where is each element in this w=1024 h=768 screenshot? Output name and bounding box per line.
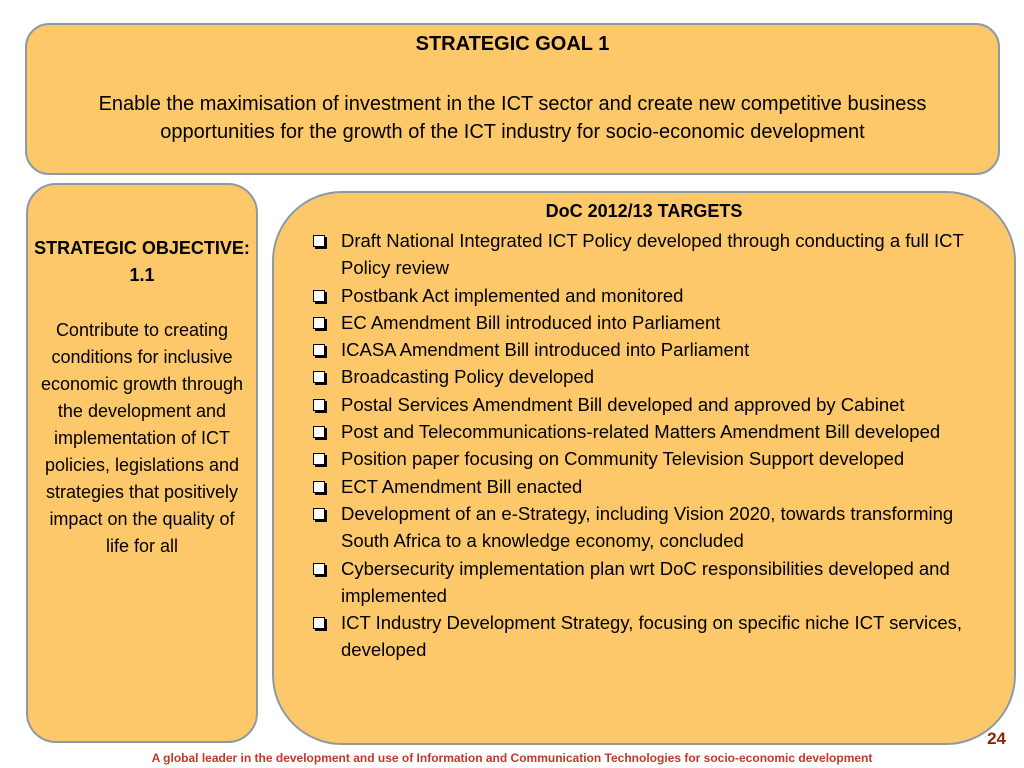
target-text: ICT Industry Development Strategy, focusing on specific niche ICT services, developed xyxy=(341,612,963,661)
strategic-goal-box xyxy=(25,23,1000,175)
target-text: ICASA Amendment Bill introduced into Parliament xyxy=(341,339,750,361)
target-text: Post and Telecommunications-related Matters Amendment Bill developed xyxy=(341,421,941,443)
target-text: EC Amendment Bill introduced into Parliament xyxy=(341,311,721,333)
checkbox-bullet-icon xyxy=(313,399,325,411)
target-text: Broadcasting Policy developed xyxy=(341,366,594,388)
goal-text: Enable the maximisation of investment in the ICT sector and create new competitive business opportunities for the growth of the ICT industry for socio-economic development xyxy=(98,93,927,143)
target-text: Development of an e-Strategy, including Vision 2020, towards transforming South Africa to a knowledge economy, concluded xyxy=(341,502,954,552)
target-item xyxy=(310,418,996,445)
target-text: Cybersecurity implementation plan wrt DoC responsibilities developed and implemented xyxy=(341,557,950,606)
objective-title: STRATEGIC OBJECTIVE: 1.1 xyxy=(34,238,250,285)
footer xyxy=(0,751,1024,765)
target-text: Draft National Integrated ICT Policy developed through conducting a full ICT Policy review xyxy=(341,230,964,279)
checkbox-bullet-icon xyxy=(313,317,325,329)
strategic-objective-box xyxy=(26,183,258,743)
footer-text: A global leader in the development and use of Information and Communication Technologies for socio-economic development xyxy=(151,751,873,765)
checkbox-bullet-icon xyxy=(313,344,325,356)
target-item xyxy=(310,555,996,610)
checkbox-bullet-icon xyxy=(313,371,325,383)
target-item xyxy=(310,473,996,500)
checkbox-bullet-icon xyxy=(313,481,325,493)
checkbox-bullet-icon xyxy=(313,290,325,302)
targets-box xyxy=(272,191,1016,745)
checkbox-bullet-icon xyxy=(313,563,325,575)
target-text: Postal Services Amendment Bill developed and approved by Cabinet xyxy=(341,393,905,415)
checkbox-bullet-icon xyxy=(313,453,325,465)
target-text: Position paper focusing on Community Television Support developed xyxy=(341,448,905,470)
target-item xyxy=(310,363,996,390)
target-item xyxy=(310,282,996,309)
page-number: 24 xyxy=(987,729,1006,748)
checkbox-bullet-icon xyxy=(313,235,325,247)
target-item xyxy=(310,445,996,472)
target-item xyxy=(310,609,996,664)
target-text: Postbank Act implemented and monitored xyxy=(341,284,684,306)
objective-text: Contribute to creating conditions for inclusive economic growth through the development and implementation of ICT policies, legislations and strategies that positively impact on the quality of life for all xyxy=(40,320,244,556)
checkbox-bullet-icon xyxy=(313,426,325,438)
goal-title: STRATEGIC GOAL 1 xyxy=(415,33,610,55)
targets-list xyxy=(310,227,996,664)
target-item xyxy=(310,309,996,336)
target-item xyxy=(310,336,996,363)
target-item xyxy=(310,500,996,555)
target-text: ECT Amendment Bill enacted xyxy=(341,475,583,497)
target-item xyxy=(310,227,996,282)
checkbox-bullet-icon xyxy=(313,617,325,629)
checkbox-bullet-icon xyxy=(313,508,325,520)
targets-title: DoC 2012/13 TARGETS xyxy=(545,201,743,221)
target-item xyxy=(310,391,996,418)
